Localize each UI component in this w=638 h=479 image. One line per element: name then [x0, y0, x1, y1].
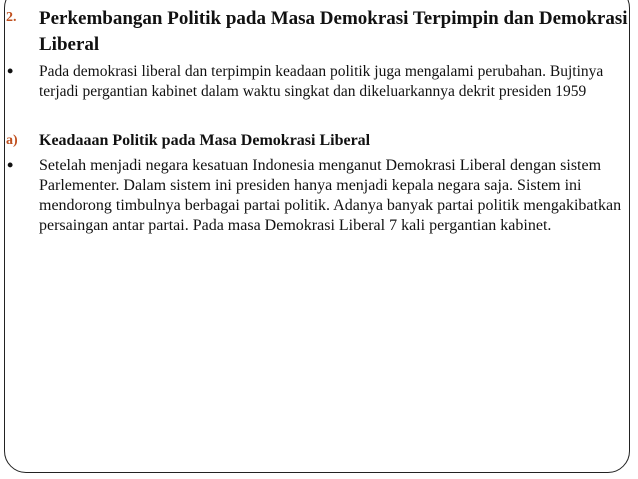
bullet-paragraph: Pada demokrasi liberal dan terpimpin keadaan politik juga mengalami perubahan. Bujtinya terjadi pergantian kabinet dalam waktu singkat dan dikeluarkannya dekrit presiden 1959 [39, 63, 604, 100]
bullet-icon: • [7, 61, 14, 81]
subsection-heading: Keadaaan Politik pada Masa Demokrasi Liberal [39, 132, 371, 149]
section-heading: Perkembangan Politik pada Masa Demokrasi Terpimpin dan Demokrasi Liberal [39, 8, 628, 55]
bullet-paragraph: Setelah menjadi negara kesatuan Indonesia menganut Demokrasi Liberal dengan sistem Parlementer. Dalam sistem ini presiden hanya menjadi kepala negara saja. Sistem ini mendorong timbulnya berbagai partai politik. Adanya banyak partai politik mengakibatkan persaingan antar partai. Pada masa Demokrasi Liberal 7 kali pergantian kabinet. [39, 157, 622, 234]
subsection-letter: a) [6, 133, 18, 148]
section-number: 2. [6, 10, 17, 25]
bullet-icon: • [7, 155, 14, 175]
